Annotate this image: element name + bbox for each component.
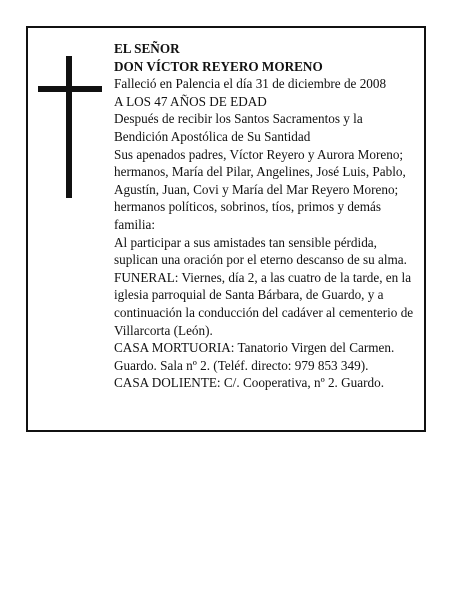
sacraments-statement: Después de recibir los Santos Sacramentos y la Bendición Apostólica de Su Santidad [114,111,363,144]
prayer-request: Al participar a sus amistades tan sensible pérdida, suplican una oración por el eterno descanso de su alma. [114,234,407,268]
residence-details: CASA DOLIENTE: C/. Cooperativa, nº 2. Guardo. [114,375,385,391]
obituary-notice [26,26,426,432]
cross-icon [38,56,102,198]
cross-vertical-bar [66,56,72,198]
deceased-name: DON VÍCTOR REYERO MORENO [114,58,323,74]
notice-body [114,40,420,392]
family-statement: Sus apenados padres, Víctor Reyero y Aurora Moreno; hermanos, María del Pilar, Angelines, José Luis, Pablo, Agustín, Juan, Covi y María del Mar Reyero Moreno; hermanos políticos, sobrinos, tíos, primos y demás familia: [114,146,406,232]
death-statement: Falleció en Palencia el día 31 de diciembre de 2008 [114,76,387,92]
honorific: EL SEÑOR [114,41,180,56]
mortuary-details: CASA MORTUORIA: Tanatorio Virgen del Carmen. Guardo. Sala nº 2. (Teléf. directo: 979 853 349). [114,340,395,373]
funeral-details: FUNERAL: Viernes, día 2, a las cuatro de la tarde, en la iglesia parroquial de Santa Bárbara, de Guardo, y a continuación la conducción del cadáver al cementerio de Villarcorta (León). [114,269,414,338]
age-statement: A LOS 47 AÑOS DE EDAD [114,93,267,109]
cross-horizontal-bar [38,86,102,92]
